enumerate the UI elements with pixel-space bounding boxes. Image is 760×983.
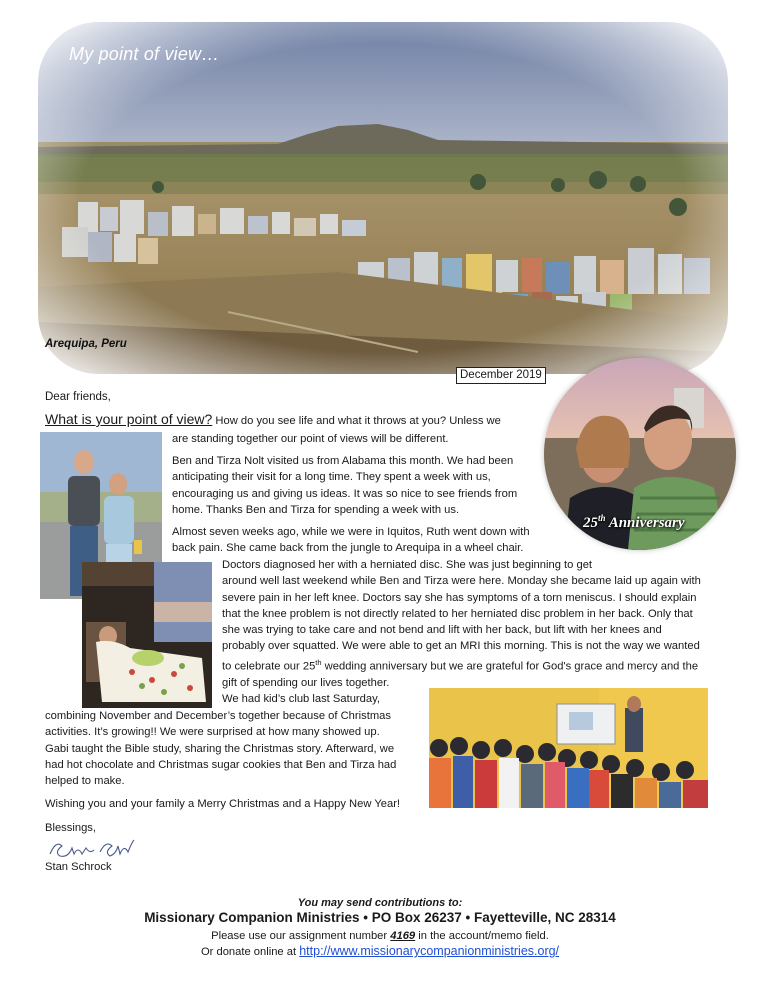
text-line: severe pain in her left knee. Doctors say she has symptoms of a torn meniscus. I should explain [222, 591, 697, 604]
text-line: Almost seven weeks ago, while we were in Iquitos, Ruth went down with [172, 526, 530, 538]
opening-paragraph [45, 411, 515, 429]
letter-date: December 2019 [456, 367, 546, 384]
handwritten-signature [46, 836, 138, 860]
visit-paragraph [172, 453, 532, 518]
photo-caption: Arequipa, Peru [45, 338, 127, 350]
wishes: Wishing you and your family a Merry Christmas and a Happy New Year! [45, 798, 401, 810]
greeting: Dear friends, [45, 391, 111, 403]
recovery-photo [82, 562, 212, 708]
header-title: My point of view… [69, 44, 220, 64]
text-line: anticipating their visit for a long time. They spent a week with us, [172, 471, 491, 484]
text-line: around well last weekend while Ben and Tirza were here. Monday she became laid up again with [222, 575, 701, 588]
text-line: she was trying to take care and not bend and lift with her back, but lift with her knees and [222, 624, 662, 637]
landscape-illustration [38, 22, 728, 374]
text-line: that the knee problem is not directly related to her herniated disc problem in her back. Only that [222, 607, 693, 620]
header-landscape-photo [38, 22, 728, 374]
assignment-number: 4169 [390, 930, 416, 942]
anniversary-label: 25th Anniversary [583, 513, 685, 531]
footer-assignment: Please use our assignment number 4169 in the account/memo field. [211, 930, 549, 942]
donate-link[interactable]: http://www.missionarycompanionministries.org/ [299, 944, 560, 958]
question-heading: What is your point of view? [45, 411, 213, 427]
text-line: Ben and Tirza Nolt visited us from Alabama this month. We had been [172, 455, 514, 467]
anniversary-line: to celebrate our 25th wedding anniversary but we are grateful for God's grace and mercy and the [222, 657, 699, 673]
question-text-line2: are standing together our point of views will be different. [172, 433, 449, 445]
recovery-illustration [82, 562, 212, 708]
question-text: How do you see life and what it throws at you? Unless we [212, 415, 501, 427]
health-paragraph [222, 557, 722, 691]
closing: Blessings, [45, 822, 96, 834]
footer-address: Missionary Companion Ministries • PO Box 26237 • Fayetteville, NC 28314 [144, 910, 616, 925]
text-line: Gabi taught the Bible study, sharing the Christmas story. Afterward, we [45, 742, 395, 755]
kids-club-photo [429, 688, 708, 808]
club-line-1: We had kid’s club last Saturday, [222, 693, 380, 705]
footer-online: Or donate online at http://www.missionarycompanionministries.org/ [200, 944, 560, 958]
text-line: Doctors diagnosed her with a herniated disc. She was just beginning to get [222, 559, 593, 571]
text-line: encouraging us and giving us ideas. It was so nice to see friends from [172, 487, 518, 500]
text-line: had hot chocolate and Christmas sugar cookies that Ben and Tirza had [45, 758, 397, 771]
text-line: back pain. She came back from the jungle to Arequipa in a wheel chair. [172, 542, 524, 555]
text-line: gift of spending our lives together. [222, 676, 390, 689]
text-line: home. Thanks Ben and Tirza for spending a week with us. [172, 503, 460, 516]
footer-contributions-heading: You may send contributions to: [297, 897, 463, 909]
text-line: activities. It’s growing!! We were surprised at how many showed up. [45, 726, 380, 739]
health-paragraph-start [172, 524, 552, 557]
signature-name: Stan Schrock [45, 861, 112, 873]
text-line: combining November and December’s together because of Christmas [45, 710, 391, 722]
text-line: helped to make. [45, 775, 125, 788]
text-line: probably over squatted. We were able to get an MRI this morning. This is not the way we wanted [222, 640, 700, 653]
club-paragraph [45, 708, 425, 789]
kids-club-illustration [429, 688, 708, 808]
